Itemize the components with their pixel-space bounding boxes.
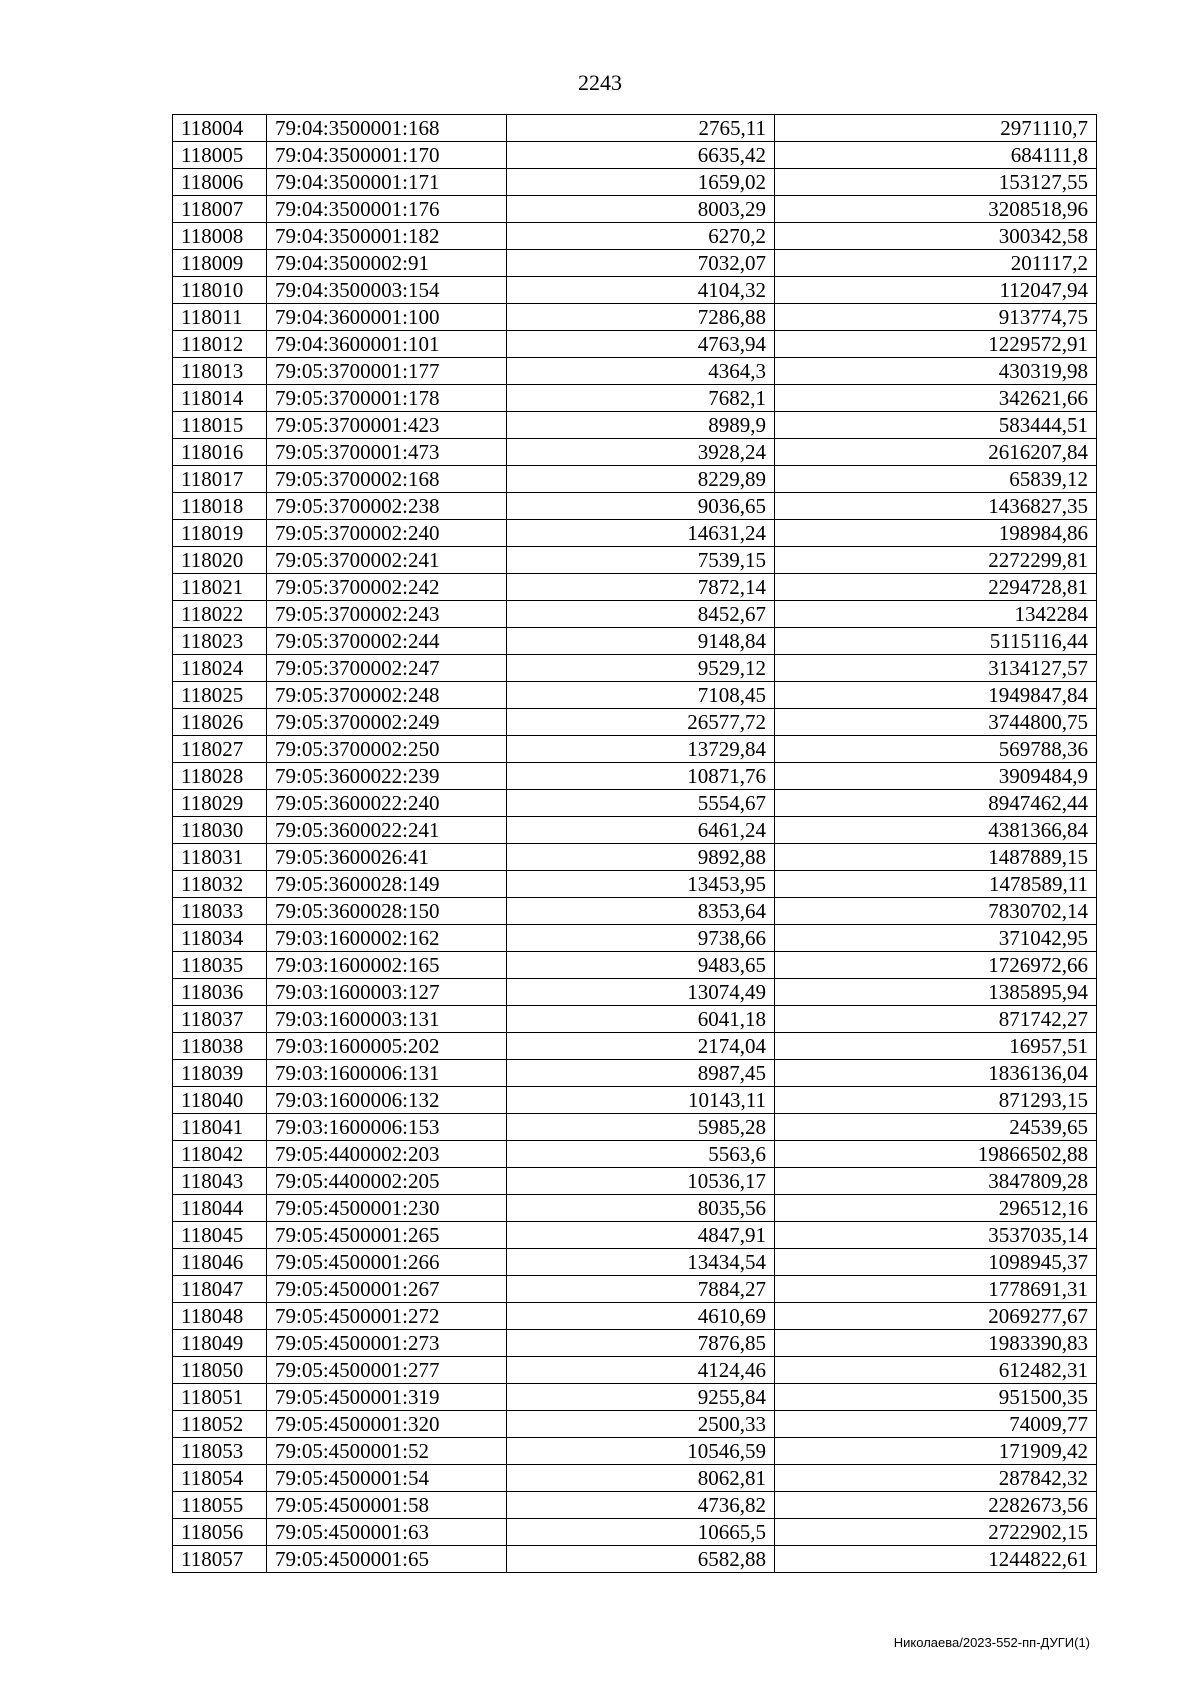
cadastral-number-cell: 79:05:3600022:239 (267, 763, 507, 790)
area-cell: 4763,94 (507, 331, 775, 358)
area-cell: 7539,15 (507, 547, 775, 574)
cadastral-number-cell: 79:05:4500001:273 (267, 1330, 507, 1357)
area-cell: 9036,65 (507, 493, 775, 520)
value-cell: 3909484,9 (775, 763, 1097, 790)
table-row (173, 925, 1097, 952)
table-row (173, 412, 1097, 439)
cadastral-number-cell: 79:05:3700002:238 (267, 493, 507, 520)
table-body (173, 115, 1097, 1573)
row-number-cell: 118030 (173, 817, 267, 844)
area-cell: 8003,29 (507, 196, 775, 223)
value-cell: 951500,35 (775, 1384, 1097, 1411)
row-number-cell: 118038 (173, 1033, 267, 1060)
row-number-cell: 118034 (173, 925, 267, 952)
area-cell: 8987,45 (507, 1060, 775, 1087)
row-number-cell: 118012 (173, 331, 267, 358)
row-number-cell: 118018 (173, 493, 267, 520)
area-cell: 6270,2 (507, 223, 775, 250)
table-row (173, 385, 1097, 412)
value-cell: 1229572,91 (775, 331, 1097, 358)
table-row (173, 439, 1097, 466)
cadastral-number-cell: 79:05:3600022:240 (267, 790, 507, 817)
value-cell: 1478589,11 (775, 871, 1097, 898)
value-cell: 4381366,84 (775, 817, 1097, 844)
table-row (173, 871, 1097, 898)
table-row (173, 223, 1097, 250)
table-row (173, 547, 1097, 574)
value-cell: 583444,51 (775, 412, 1097, 439)
data-table (172, 114, 1097, 1573)
area-cell: 4104,32 (507, 277, 775, 304)
value-cell: 1983390,83 (775, 1330, 1097, 1357)
area-cell: 8989,9 (507, 412, 775, 439)
value-cell: 2069277,67 (775, 1303, 1097, 1330)
table-row (173, 790, 1097, 817)
row-number-cell: 118017 (173, 466, 267, 493)
row-number-cell: 118047 (173, 1276, 267, 1303)
area-cell: 10143,11 (507, 1087, 775, 1114)
cadastral-number-cell: 79:05:4400002:205 (267, 1168, 507, 1195)
table-row (173, 628, 1097, 655)
cadastral-number-cell: 79:05:4500001:52 (267, 1438, 507, 1465)
value-cell: 1726972,66 (775, 952, 1097, 979)
cadastral-number-cell: 79:05:3600028:150 (267, 898, 507, 925)
page-number: 2243 (578, 70, 622, 95)
area-cell: 9529,12 (507, 655, 775, 682)
row-number-cell: 118043 (173, 1168, 267, 1195)
value-cell: 16957,51 (775, 1033, 1097, 1060)
table-row (173, 736, 1097, 763)
area-cell: 4847,91 (507, 1222, 775, 1249)
value-cell: 300342,58 (775, 223, 1097, 250)
area-cell: 7876,85 (507, 1330, 775, 1357)
value-cell: 19866502,88 (775, 1141, 1097, 1168)
table-row (173, 601, 1097, 628)
cadastral-number-cell: 79:03:1600003:131 (267, 1006, 507, 1033)
value-cell: 2722902,15 (775, 1519, 1097, 1546)
table-row (173, 1033, 1097, 1060)
area-cell: 9483,65 (507, 952, 775, 979)
table-row (173, 142, 1097, 169)
cadastral-number-cell: 79:04:3500001:168 (267, 115, 507, 142)
row-number-cell: 118037 (173, 1006, 267, 1033)
cadastral-number-cell: 79:03:1600003:127 (267, 979, 507, 1006)
row-number-cell: 118028 (173, 763, 267, 790)
document-footer: Николаева/2023-552-пп-ДУГИ(1) (893, 1635, 1090, 1650)
row-number-cell: 118013 (173, 358, 267, 385)
row-number-cell: 118024 (173, 655, 267, 682)
cadastral-number-cell: 79:04:3600001:101 (267, 331, 507, 358)
row-number-cell: 118055 (173, 1492, 267, 1519)
row-number-cell: 118051 (173, 1384, 267, 1411)
row-number-cell: 118042 (173, 1141, 267, 1168)
value-cell: 3847809,28 (775, 1168, 1097, 1195)
value-cell: 1436827,35 (775, 493, 1097, 520)
table-row (173, 250, 1097, 277)
cadastral-number-cell: 79:03:1600006:153 (267, 1114, 507, 1141)
value-cell: 65839,12 (775, 466, 1097, 493)
row-number-cell: 118048 (173, 1303, 267, 1330)
value-cell: 201117,2 (775, 250, 1097, 277)
value-cell: 684111,8 (775, 142, 1097, 169)
cadastral-number-cell: 79:05:4500001:65 (267, 1546, 507, 1573)
area-cell: 13074,49 (507, 979, 775, 1006)
cadastral-number-cell: 79:05:3700001:178 (267, 385, 507, 412)
area-cell: 7682,1 (507, 385, 775, 412)
value-cell: 430319,98 (775, 358, 1097, 385)
area-cell: 10871,76 (507, 763, 775, 790)
row-number-cell: 118032 (173, 871, 267, 898)
area-cell: 8353,64 (507, 898, 775, 925)
cadastral-number-cell: 79:03:1600002:162 (267, 925, 507, 952)
row-number-cell: 118036 (173, 979, 267, 1006)
value-cell: 2272299,81 (775, 547, 1097, 574)
row-number-cell: 118050 (173, 1357, 267, 1384)
value-cell: 3744800,75 (775, 709, 1097, 736)
row-number-cell: 118026 (173, 709, 267, 736)
table-row (173, 682, 1097, 709)
cadastral-number-cell: 79:04:3500001:170 (267, 142, 507, 169)
cadastral-number-cell: 79:04:3500001:176 (267, 196, 507, 223)
cadastral-number-cell: 79:05:4500001:320 (267, 1411, 507, 1438)
cadastral-number-cell: 79:05:3700001:177 (267, 358, 507, 385)
cadastral-number-cell: 79:05:4500001:230 (267, 1195, 507, 1222)
cadastral-number-cell: 79:05:4500001:266 (267, 1249, 507, 1276)
cadastral-number-cell: 79:04:3500001:171 (267, 169, 507, 196)
cadastral-number-cell: 79:05:3600028:149 (267, 871, 507, 898)
value-cell: 153127,55 (775, 169, 1097, 196)
value-cell: 1836136,04 (775, 1060, 1097, 1087)
row-number-cell: 118046 (173, 1249, 267, 1276)
value-cell: 2294728,81 (775, 574, 1097, 601)
value-cell: 112047,94 (775, 277, 1097, 304)
table-row (173, 1411, 1097, 1438)
value-cell: 24539,65 (775, 1114, 1097, 1141)
table-row (173, 1114, 1097, 1141)
cadastral-number-cell: 79:04:3500003:154 (267, 277, 507, 304)
row-number-cell: 118045 (173, 1222, 267, 1249)
row-number-cell: 118039 (173, 1060, 267, 1087)
area-cell: 5563,6 (507, 1141, 775, 1168)
row-number-cell: 118057 (173, 1546, 267, 1573)
table-row (173, 709, 1097, 736)
value-cell: 296512,16 (775, 1195, 1097, 1222)
row-number-cell: 118009 (173, 250, 267, 277)
cadastral-number-cell: 79:05:4500001:265 (267, 1222, 507, 1249)
cadastral-number-cell: 79:05:3700002:241 (267, 547, 507, 574)
row-number-cell: 118031 (173, 844, 267, 871)
row-number-cell: 118007 (173, 196, 267, 223)
row-number-cell: 118014 (173, 385, 267, 412)
value-cell: 913774,75 (775, 304, 1097, 331)
table-row (173, 655, 1097, 682)
cadastral-number-cell: 79:05:4500001:63 (267, 1519, 507, 1546)
area-cell: 9148,84 (507, 628, 775, 655)
value-cell: 7830702,14 (775, 898, 1097, 925)
area-cell: 8062,81 (507, 1465, 775, 1492)
area-cell: 5985,28 (507, 1114, 775, 1141)
area-cell: 1659,02 (507, 169, 775, 196)
row-number-cell: 118004 (173, 115, 267, 142)
area-cell: 5554,67 (507, 790, 775, 817)
table-row (173, 1303, 1097, 1330)
cadastral-number-cell: 79:04:3500001:182 (267, 223, 507, 250)
cadastral-number-cell: 79:05:4500001:319 (267, 1384, 507, 1411)
area-cell: 4364,3 (507, 358, 775, 385)
table-row (173, 952, 1097, 979)
row-number-cell: 118035 (173, 952, 267, 979)
value-cell: 371042,95 (775, 925, 1097, 952)
area-cell: 10665,5 (507, 1519, 775, 1546)
row-number-cell: 118005 (173, 142, 267, 169)
area-cell: 2765,11 (507, 115, 775, 142)
table-row (173, 898, 1097, 925)
value-cell: 1949847,84 (775, 682, 1097, 709)
cadastral-number-cell: 79:05:3700001:473 (267, 439, 507, 466)
cadastral-number-cell: 79:05:3700002:249 (267, 709, 507, 736)
cadastral-number-cell: 79:03:1600002:165 (267, 952, 507, 979)
cadastral-number-cell: 79:03:1600006:132 (267, 1087, 507, 1114)
table-row (173, 1384, 1097, 1411)
cadastral-number-cell: 79:05:4500001:54 (267, 1465, 507, 1492)
value-cell: 198984,86 (775, 520, 1097, 547)
table-row (173, 763, 1097, 790)
table-row (173, 1249, 1097, 1276)
table-row (173, 493, 1097, 520)
area-cell: 9255,84 (507, 1384, 775, 1411)
area-cell: 2500,33 (507, 1411, 775, 1438)
area-cell: 4736,82 (507, 1492, 775, 1519)
cadastral-number-cell: 79:05:4400002:203 (267, 1141, 507, 1168)
row-number-cell: 118020 (173, 547, 267, 574)
value-cell: 5115116,44 (775, 628, 1097, 655)
area-cell: 2174,04 (507, 1033, 775, 1060)
row-number-cell: 118021 (173, 574, 267, 601)
row-number-cell: 118015 (173, 412, 267, 439)
cadastral-number-cell: 79:05:3700002:244 (267, 628, 507, 655)
area-cell: 9738,66 (507, 925, 775, 952)
table-row (173, 844, 1097, 871)
area-cell: 6635,42 (507, 142, 775, 169)
table-row (173, 304, 1097, 331)
row-number-cell: 118011 (173, 304, 267, 331)
table-row (173, 1465, 1097, 1492)
area-cell: 10546,59 (507, 1438, 775, 1465)
area-cell: 8229,89 (507, 466, 775, 493)
row-number-cell: 118044 (173, 1195, 267, 1222)
cadastral-number-cell: 79:05:3700002:243 (267, 601, 507, 628)
row-number-cell: 118008 (173, 223, 267, 250)
value-cell: 74009,77 (775, 1411, 1097, 1438)
value-cell: 1098945,37 (775, 1249, 1097, 1276)
value-cell: 342621,66 (775, 385, 1097, 412)
value-cell: 871293,15 (775, 1087, 1097, 1114)
cadastral-number-cell: 79:05:3700001:423 (267, 412, 507, 439)
cadastral-number-cell: 79:03:1600005:202 (267, 1033, 507, 1060)
table-row (173, 358, 1097, 385)
table-row (173, 1222, 1097, 1249)
table-row (173, 979, 1097, 1006)
cadastral-number-cell: 79:05:3700002:250 (267, 736, 507, 763)
area-cell: 6041,18 (507, 1006, 775, 1033)
value-cell: 287842,32 (775, 1465, 1097, 1492)
row-number-cell: 118006 (173, 169, 267, 196)
area-cell: 7108,45 (507, 682, 775, 709)
table-row (173, 196, 1097, 223)
value-cell: 3208518,96 (775, 196, 1097, 223)
value-cell: 1244822,61 (775, 1546, 1097, 1573)
cadastral-number-cell: 79:05:3700002:168 (267, 466, 507, 493)
value-cell: 569788,36 (775, 736, 1097, 763)
row-number-cell: 118022 (173, 601, 267, 628)
row-number-cell: 118025 (173, 682, 267, 709)
table-row (173, 1195, 1097, 1222)
table-row (173, 1357, 1097, 1384)
value-cell: 612482,31 (775, 1357, 1097, 1384)
area-cell: 4124,46 (507, 1357, 775, 1384)
table-row (173, 1438, 1097, 1465)
table-row (173, 1168, 1097, 1195)
cadastral-number-cell: 79:04:3600001:100 (267, 304, 507, 331)
value-cell: 3134127,57 (775, 655, 1097, 682)
area-cell: 7286,88 (507, 304, 775, 331)
area-cell: 10536,17 (507, 1168, 775, 1195)
value-cell: 8947462,44 (775, 790, 1097, 817)
row-number-cell: 118040 (173, 1087, 267, 1114)
cadastral-number-cell: 79:03:1600006:131 (267, 1060, 507, 1087)
value-cell: 2282673,56 (775, 1492, 1097, 1519)
row-number-cell: 118010 (173, 277, 267, 304)
row-number-cell: 118041 (173, 1114, 267, 1141)
cadastral-number-cell: 79:05:4500001:58 (267, 1492, 507, 1519)
cadastral-number-cell: 79:04:3500002:91 (267, 250, 507, 277)
table-row (173, 1060, 1097, 1087)
table-row (173, 277, 1097, 304)
row-number-cell: 118023 (173, 628, 267, 655)
cadastral-number-cell: 79:05:3700002:242 (267, 574, 507, 601)
row-number-cell: 118033 (173, 898, 267, 925)
area-cell: 9892,88 (507, 844, 775, 871)
cadastral-number-cell: 79:05:3700002:248 (267, 682, 507, 709)
row-number-cell: 118053 (173, 1438, 267, 1465)
table-row (173, 466, 1097, 493)
cadastral-number-cell: 79:05:3700002:240 (267, 520, 507, 547)
cadastral-number-cell: 79:05:4500001:267 (267, 1276, 507, 1303)
value-cell: 1487889,15 (775, 844, 1097, 871)
row-number-cell: 118049 (173, 1330, 267, 1357)
area-cell: 13434,54 (507, 1249, 775, 1276)
table-row (173, 1330, 1097, 1357)
table-row (173, 1519, 1097, 1546)
row-number-cell: 118016 (173, 439, 267, 466)
row-number-cell: 118056 (173, 1519, 267, 1546)
area-cell: 13729,84 (507, 736, 775, 763)
row-number-cell: 118054 (173, 1465, 267, 1492)
area-cell: 8035,56 (507, 1195, 775, 1222)
area-cell: 6582,88 (507, 1546, 775, 1573)
area-cell: 8452,67 (507, 601, 775, 628)
table-row (173, 169, 1097, 196)
value-cell: 2971110,7 (775, 115, 1097, 142)
row-number-cell: 118029 (173, 790, 267, 817)
value-cell: 1342284 (775, 601, 1097, 628)
area-cell: 7884,27 (507, 1276, 775, 1303)
table-row (173, 331, 1097, 358)
table-row (173, 1492, 1097, 1519)
value-cell: 1385895,94 (775, 979, 1097, 1006)
cadastral-number-cell: 79:05:3600026:41 (267, 844, 507, 871)
value-cell: 3537035,14 (775, 1222, 1097, 1249)
table-row (173, 520, 1097, 547)
area-cell: 6461,24 (507, 817, 775, 844)
row-number-cell: 118027 (173, 736, 267, 763)
area-cell: 4610,69 (507, 1303, 775, 1330)
area-cell: 13453,95 (507, 871, 775, 898)
value-cell: 2616207,84 (775, 439, 1097, 466)
table-row (173, 1006, 1097, 1033)
cadastral-number-cell: 79:05:3700002:247 (267, 655, 507, 682)
area-cell: 3928,24 (507, 439, 775, 466)
value-cell: 1778691,31 (775, 1276, 1097, 1303)
cadastral-number-cell: 79:05:3600022:241 (267, 817, 507, 844)
table-row (173, 1141, 1097, 1168)
area-cell: 7032,07 (507, 250, 775, 277)
cadastral-number-cell: 79:05:4500001:272 (267, 1303, 507, 1330)
area-cell: 14631,24 (507, 520, 775, 547)
value-cell: 871742,27 (775, 1006, 1097, 1033)
table-row (173, 817, 1097, 844)
table-row (173, 1087, 1097, 1114)
area-cell: 7872,14 (507, 574, 775, 601)
table-row (173, 574, 1097, 601)
row-number-cell: 118052 (173, 1411, 267, 1438)
value-cell: 171909,42 (775, 1438, 1097, 1465)
row-number-cell: 118019 (173, 520, 267, 547)
area-cell: 26577,72 (507, 709, 775, 736)
table-row (173, 1276, 1097, 1303)
table-row (173, 115, 1097, 142)
cadastral-number-cell: 79:05:4500001:277 (267, 1357, 507, 1384)
table-row (173, 1546, 1097, 1573)
